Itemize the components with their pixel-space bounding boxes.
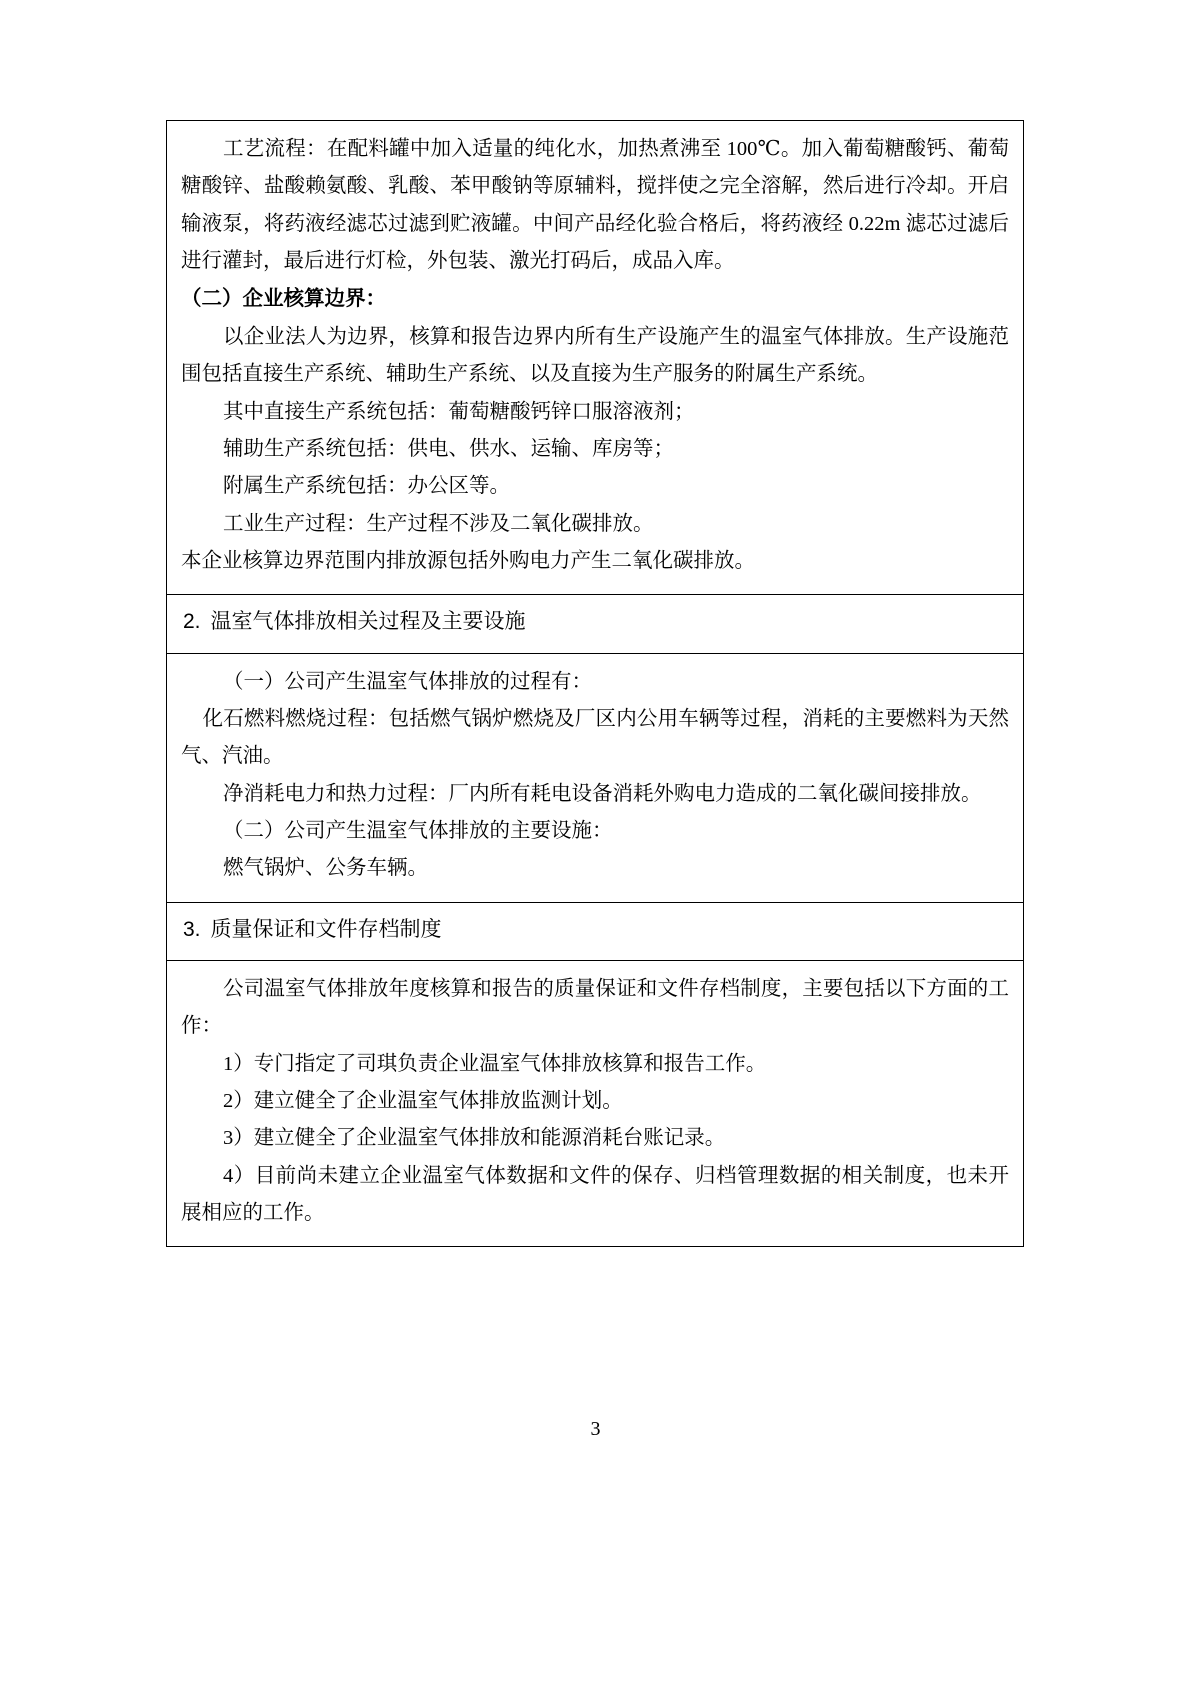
- section-3-content-cell: [167, 961, 1024, 1247]
- page-number: 3: [590, 1418, 601, 1440]
- paragraph-main-facilities-list: 燃气锅炉、公务车辆。: [223, 857, 429, 880]
- paragraph-qa-item-3: 3）建立健全了企业温室气体排放和能源消耗台账记录。: [223, 1127, 726, 1150]
- section-2-heading: [181, 605, 1009, 639]
- paragraph-auxiliary-system: 辅助生产系统包括：供电、供水、运输、库房等；: [223, 438, 675, 461]
- paragraph-process-flow: 工艺流程：在配料罐中加入适量的纯化水，加热煮沸至 100℃。加入葡萄糖酸钙、葡萄糖酸锌、盐酸赖氨酸、乳酸、苯甲酸钠等原辅料，搅拌使之完全溶解，然后进行冷却。开启输液泵，将药液经滤芯过滤到贮液罐。中间产品经化验合格后，将药液经 0.22m 滤芯过滤后进行灌封，最后进行灯检，外包装、激光打码后，成品入库。: [181, 138, 1009, 272]
- section-2-number: 2.: [183, 610, 201, 634]
- paragraph-net-electricity-heat: 净消耗电力和热力过程：厂内所有耗电设备消耗外购电力造成的二氧化碳间接排放。: [223, 782, 982, 805]
- report-table-body: [167, 121, 1024, 1247]
- paragraph-accounting-boundary-heading: （二）企业核算边界：: [181, 287, 386, 311]
- section-2-content-cell: [167, 653, 1024, 902]
- paragraph-affiliated-system: 附属生产系统包括：办公区等。: [223, 475, 511, 498]
- section-3-heading-cell: [167, 902, 1024, 961]
- table-row: [167, 595, 1024, 654]
- paragraph-fossil-fuel-combustion: 化石燃料燃烧过程：包括燃气锅炉燃烧及厂区内公用车辆等过程，消耗的主要燃料为天然气、汽油。: [181, 708, 1009, 768]
- paragraph-qa-item-4: 4）目前尚未建立企业温室气体数据和文件的保存、归档管理数据的相关制度，也未开展相应的工作。: [181, 1164, 1009, 1224]
- paragraph-qa-item-1: 1）专门指定了司琪负责企业温室气体排放核算和报告工作。: [223, 1052, 767, 1075]
- section-3-title: 质量保证和文件存档制度: [210, 917, 442, 941]
- paragraph-industrial-process: 工业生产过程：生产过程不涉及二氧化碳排放。: [223, 512, 654, 535]
- paragraph-main-facilities-heading: （二）公司产生温室气体排放的主要设施：: [223, 819, 613, 842]
- paragraph-emission-processes-heading: （一）公司产生温室气体排放的过程有：: [223, 670, 593, 693]
- paragraph-qa-item-2: 2）建立健全了企业温室气体排放监测计划。: [223, 1090, 623, 1113]
- table-row: [167, 121, 1024, 595]
- section-3-number: 3.: [183, 917, 201, 941]
- paragraph-direct-system: 其中直接生产系统包括：葡萄糖酸钙锌口服溶液剂；: [223, 400, 695, 423]
- section-3-heading: [181, 913, 1009, 947]
- table-row: [167, 902, 1024, 961]
- report-table: [166, 120, 1024, 1247]
- table-row: [167, 961, 1024, 1247]
- section-2-title: 温室气体排放相关过程及主要设施: [210, 610, 526, 634]
- paragraph-quality-assurance-intro: 公司温室气体排放年度核算和报告的质量保证和文件存档制度，主要包括以下方面的工作：: [181, 978, 1009, 1038]
- section-1-continued-cell: [167, 121, 1024, 595]
- section-2-heading-cell: [167, 595, 1024, 654]
- paragraph-boundary-summary: 本企业核算边界范围内排放源包括外购电力产生二氧化碳排放。: [181, 549, 755, 572]
- paragraph-boundary-desc: 以企业法人为边界，核算和报告边界内所有生产设施产生的温室气体排放。生产设施范围包括直接生产系统、辅助生产系统、以及直接为生产服务的附属生产系统。: [181, 326, 1009, 386]
- table-row: [167, 653, 1024, 902]
